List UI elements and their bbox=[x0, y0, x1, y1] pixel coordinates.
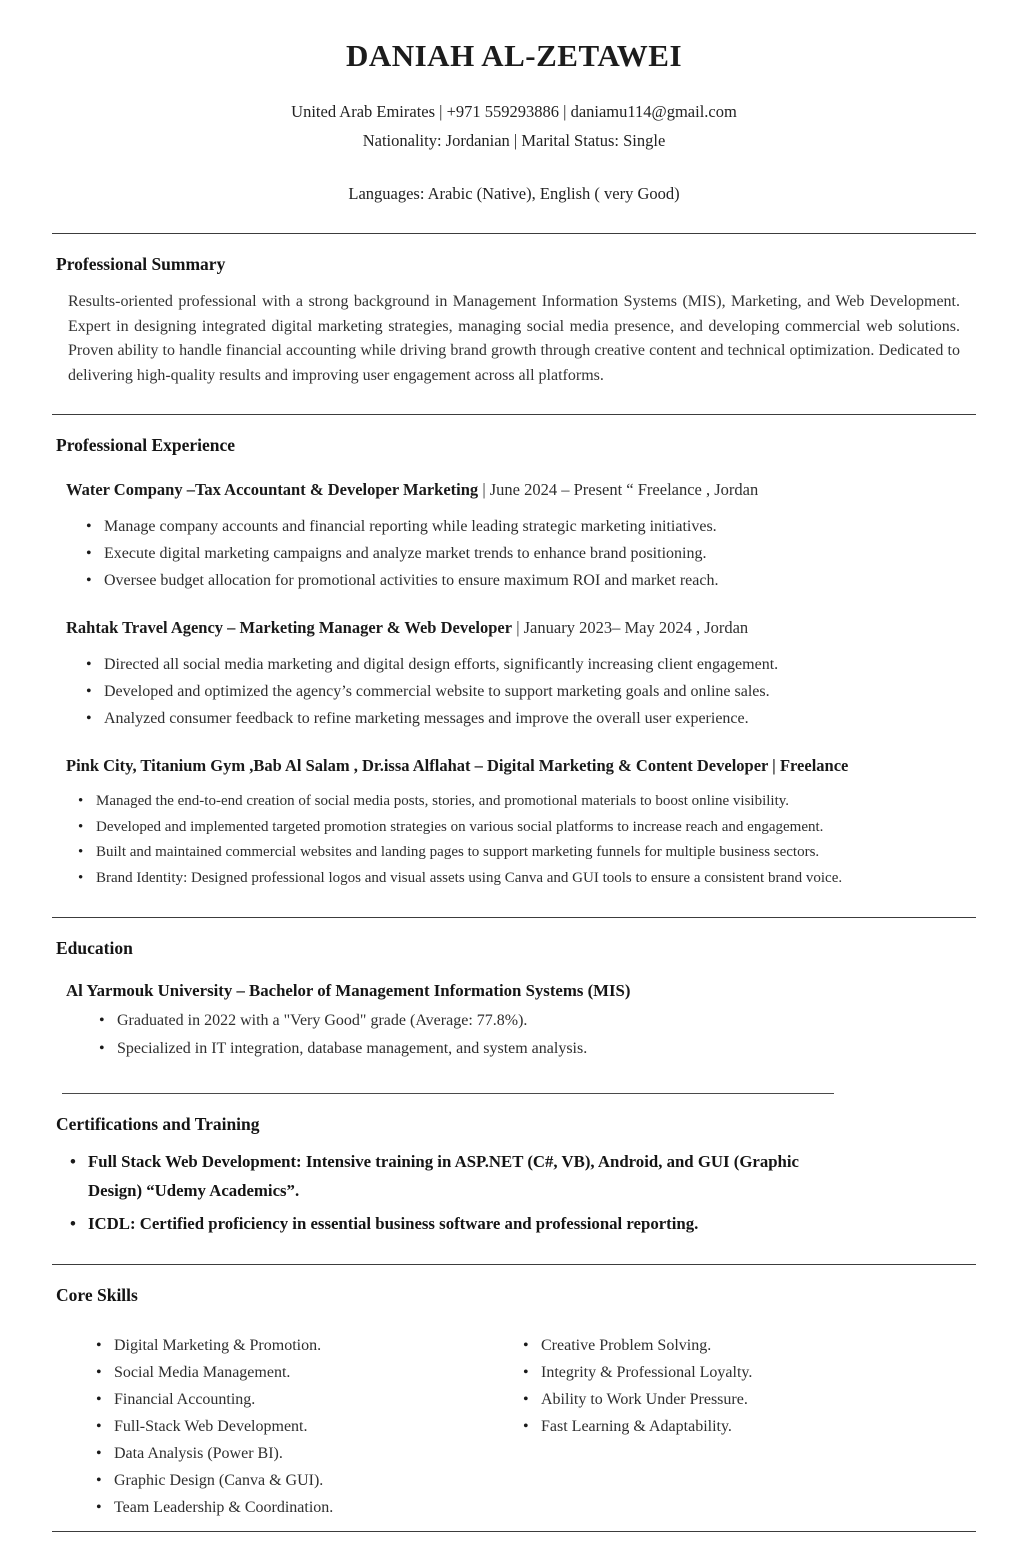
skill-item: • Ability to Work Under Pressure. bbox=[521, 1386, 752, 1413]
section-education bbox=[52, 918, 976, 1063]
certifications-bullet-list bbox=[68, 1147, 976, 1238]
section-core-skills bbox=[52, 1265, 976, 1531]
job-title: Pink City, Titanium Gym ,Bab Al Salam , Dr.issa Alflahat – Digital Marketing & Content Developer | Freelance bbox=[66, 756, 849, 775]
summary-heading: Professional Summary bbox=[56, 254, 226, 274]
job-bullet: • Manage company accounts and financial reporting while leading strategic marketing initiatives. bbox=[84, 513, 976, 540]
education-bullet: • Graduated in 2022 with a "Very Good" grade (Average: 77.8%). bbox=[97, 1007, 976, 1035]
section-professional-experience bbox=[52, 415, 976, 891]
skill-item: • Full-Stack Web Development. bbox=[94, 1413, 521, 1440]
job-entry bbox=[66, 480, 976, 594]
footer-divider bbox=[52, 1531, 976, 1532]
experience-heading: Professional Experience bbox=[56, 435, 236, 455]
personal-details-line: Nationality: Jordanian | Marital Status: Single bbox=[362, 131, 666, 150]
certifications-heading: Certifications and Training bbox=[56, 1114, 260, 1134]
contact-line: United Arab Emirates | +971 559293886 | daniamu114@gmail.com bbox=[291, 102, 737, 121]
job-bullet: • Directed all social media marketing and digital design efforts, significantly increasing client engagement. bbox=[84, 651, 976, 678]
job-title-company: Rahtak Travel Agency – Marketing Manager & Web Developer bbox=[66, 618, 513, 637]
section-professional-summary bbox=[52, 234, 976, 388]
skills-heading: Core Skills bbox=[56, 1285, 138, 1305]
job-bullet: • Analyzed consumer feedback to refine marketing messages and improve the overall user experience. bbox=[84, 705, 976, 732]
job-title-meta: | January 2023– May 2024 , Jordan bbox=[512, 618, 749, 637]
resume-header bbox=[52, 24, 976, 207]
skills-column-left bbox=[94, 1332, 521, 1521]
section-certifications bbox=[52, 1094, 976, 1238]
skill-item: • Graphic Design (Canva & GUI). bbox=[94, 1467, 521, 1494]
candidate-name: DANIAH AL-ZETAWEI bbox=[345, 38, 683, 73]
job-entry bbox=[66, 756, 976, 891]
skill-item: • Team Leadership & Coordination. bbox=[94, 1494, 521, 1521]
skill-item: • Financial Accounting. bbox=[94, 1386, 521, 1413]
job-title bbox=[66, 618, 976, 638]
skill-item: • Integrity & Professional Loyalty. bbox=[521, 1359, 752, 1386]
job-bullet: • Built and maintained commercial websites and landing pages to support marketing funnels for multiple business sectors. bbox=[76, 840, 976, 866]
job-bullet: • Oversee budget allocation for promotional activities to ensure maximum ROI and market reach. bbox=[84, 567, 976, 594]
job-bullet: • Execute digital marketing campaigns and analyze market trends to enhance brand positioning. bbox=[84, 540, 976, 567]
skill-item: • Social Media Management. bbox=[94, 1359, 521, 1386]
job-bullet-list bbox=[84, 651, 976, 732]
job-bullet: • Developed and implemented targeted promotion strategies on various social platforms to increase reach and engagement. bbox=[76, 815, 976, 841]
education-degree: Al Yarmouk University – Bachelor of Management Information Systems (MIS) bbox=[66, 981, 631, 1000]
skill-item: • Creative Problem Solving. bbox=[521, 1332, 752, 1359]
skill-item: • Data Analysis (Power BI). bbox=[94, 1440, 521, 1467]
education-bullet-list bbox=[97, 1007, 976, 1063]
certification-bullet: • ICDL: Certified proficiency in essential business software and professional reporting. bbox=[68, 1209, 976, 1238]
education-bullet: • Specialized in IT integration, database management, and system analysis. bbox=[97, 1035, 976, 1063]
job-title-meta: | June 2024 – Present “ Freelance , Jordan bbox=[478, 480, 759, 499]
skills-column-right bbox=[521, 1332, 752, 1521]
job-bullet: • Managed the end-to-end creation of social media posts, stories, and promotional materials to boost online visibility. bbox=[76, 789, 976, 815]
languages-line: Languages: Arabic (Native), English ( very Good) bbox=[348, 184, 680, 203]
skill-item: • Fast Learning & Adaptability. bbox=[521, 1413, 752, 1440]
job-bullet: • Developed and optimized the agency’s commercial website to support marketing goals and online sales. bbox=[84, 678, 976, 705]
skill-item: • Digital Marketing & Promotion. bbox=[94, 1332, 521, 1359]
job-entry bbox=[66, 618, 976, 732]
job-bullet-list bbox=[84, 513, 976, 594]
job-title-company: Water Company –Tax Accountant & Developer Marketing bbox=[66, 480, 479, 499]
job-bullet-list bbox=[76, 789, 976, 891]
job-title bbox=[66, 480, 976, 500]
certification-bullet: • Full Stack Web Development: Intensive training in ASP.NET (C#, VB), Android, and GUI (Graphic Design) “Udemy Academics”. bbox=[68, 1147, 976, 1205]
skills-columns bbox=[94, 1332, 976, 1521]
education-heading: Education bbox=[56, 938, 133, 958]
job-bullet: • Brand Identity: Designed professional logos and visual assets using Canva and GUI tools to ensure a consistent brand voice. bbox=[76, 866, 976, 892]
summary-paragraph: Results-oriented professional with a strong background in Management Information Systems (MIS), Marketing, and Web Development. Expert in designing integrated digital marketing strategies, managing social media presence, and developing commercial web solutions. Proven ability to handle financial accounting while driving brand growth through creative content and technical optimization. Dedicated to delivering high-quality results and improving user engagement across all platforms. bbox=[68, 293, 960, 384]
